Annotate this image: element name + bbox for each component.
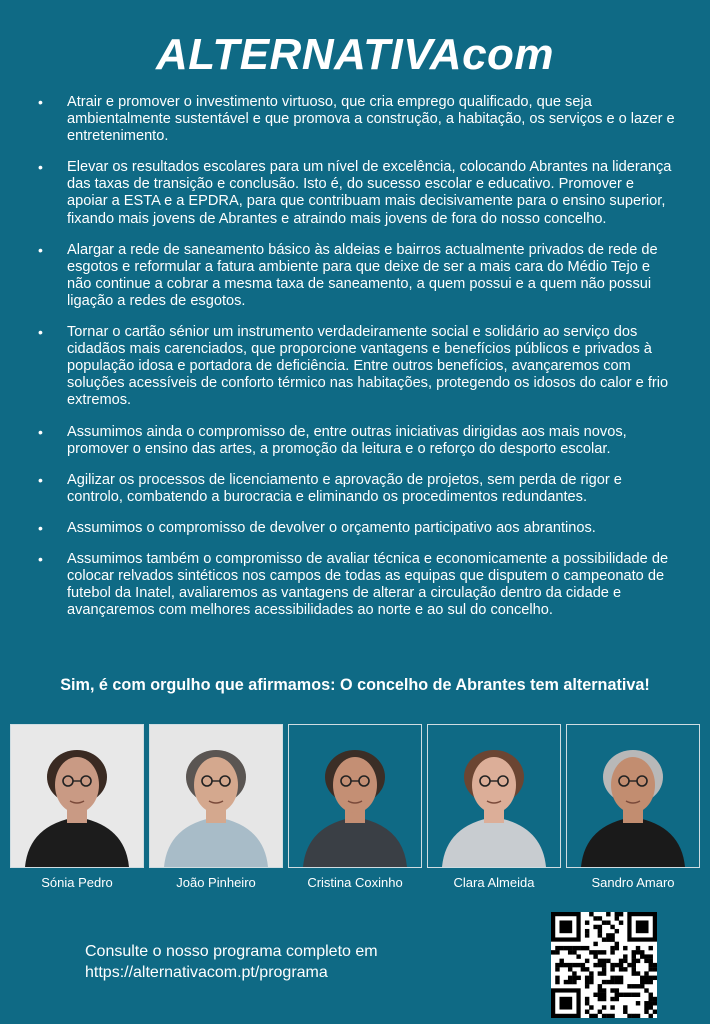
candidate-name: João Pinheiro	[176, 875, 256, 890]
program-item-text: Elevar os resultados escolares para um nível de excelência, colocando Abrantes na liderança das taxas de transição e conclusão. Isto é, do sucesso escolar e educativo. Promover e apoiar a ESTA e a EPDRA, para que contribuam mais decisivamente para o ensino superior, fixando mais jovens de Abrantes e atraindo mais jovens de fora do nosso concelho.	[67, 159, 672, 227]
program-list	[38, 94, 678, 633]
program-item-text: Agilizar os processos de licenciamento e aprovação de projetos, sem perda de rigor e controlo, combatendo a burocracia e eliminando os procedimentos redundantes.	[67, 471, 622, 505]
candidate-photo	[288, 724, 422, 868]
program-item	[38, 551, 678, 619]
footer-line-1: Consulte o nosso programa completo em	[85, 943, 378, 960]
page-title: ALTERNATIVAcom	[155, 30, 555, 79]
candidate-photo	[149, 724, 283, 868]
bullet-icon: •	[38, 241, 43, 258]
program-item-text: Alargar a rede de saneamento básico às aldeias e bairros actualmente privados de rede de esgotos e reformular a fatura ambiente para que deixe de ser a mais cara do Médio Tejo e não continue a cobrar a mesma taxa de saneamento, a quem possui e a quem não possui ligação a redes de esgotos.	[67, 241, 658, 309]
candidate-card	[288, 724, 422, 891]
candidates-row	[10, 724, 700, 891]
candidate-card	[149, 724, 283, 891]
candidate-name: Cristina Coxinho	[307, 875, 403, 890]
bullet-icon: •	[38, 324, 43, 341]
candidate-name: Clara Almeida	[453, 875, 535, 890]
candidate-card	[566, 724, 700, 891]
program-item	[38, 159, 678, 227]
program-item-text: Atrair e promover o investimento virtuoso, que cria emprego qualificado, que seja ambientalmente sustentável e que promova a construção, a habitação, os serviços e o lazer e entretenimento.	[67, 94, 675, 145]
slogan: Sim, é com orgulho que afirmamos: O concelho de Abrantes tem alternativa!	[60, 676, 650, 694]
program-item-text: Assumimos o compromisso de devolver o orçamento participativo aos abrantinos.	[67, 519, 596, 536]
bullet-icon: •	[38, 519, 43, 536]
program-item-text: Tornar o cartão sénior um instrumento verdadeiramente social e solidário ao serviço dos cidadãos mais carenciados, que proporcione vantagens e benefícios públicos e privados à população idosa e portadora de deficiência. Entre outros benefícios, avançaremos com soluções acessíveis de conforto térmico nas habitações, protegendo os idosos do calor e frio extremos.	[67, 324, 669, 409]
candidate-photo	[10, 724, 144, 868]
program-item	[38, 94, 678, 145]
bullet-icon: •	[38, 159, 43, 176]
footer-text	[85, 941, 378, 983]
program-item	[38, 424, 678, 458]
candidate-name: Sandro Amaro	[591, 875, 675, 890]
bullet-icon: •	[38, 471, 43, 488]
candidate-card	[427, 724, 561, 891]
candidate-photo	[427, 724, 561, 868]
program-item	[38, 520, 678, 537]
program-item	[38, 242, 678, 310]
program-item-text: Assumimos também o compromisso de avaliar técnica e economicamente a possibilidade de colocar relvados sintéticos nos campos de todas as equipas que disputem o campeonato de futebol da Inatel, avaliaremos as vantagens de alterar a circulação dentro da cidade e avançaremos com melhores acessibilidades ao norte e ao sul do concelho.	[67, 550, 669, 619]
bullet-icon: •	[38, 550, 43, 567]
bullet-icon: •	[38, 94, 43, 110]
program-item-text: Assumimos ainda o compromisso de, entre outras iniciativas dirigidas aos mais novos, promover o ensino das artes, a promoção da leitura e o reforço do desporto escolar.	[67, 423, 627, 457]
qr-code-icon[interactable]	[551, 912, 657, 1018]
candidate-card	[10, 724, 144, 891]
program-item	[38, 472, 678, 506]
candidate-name: Sónia Pedro	[41, 875, 113, 890]
bullet-icon: •	[38, 423, 43, 440]
candidate-photo	[566, 724, 700, 868]
program-item	[38, 324, 678, 409]
footer-url[interactable]: https://alternativacom.pt/programa	[85, 964, 328, 981]
